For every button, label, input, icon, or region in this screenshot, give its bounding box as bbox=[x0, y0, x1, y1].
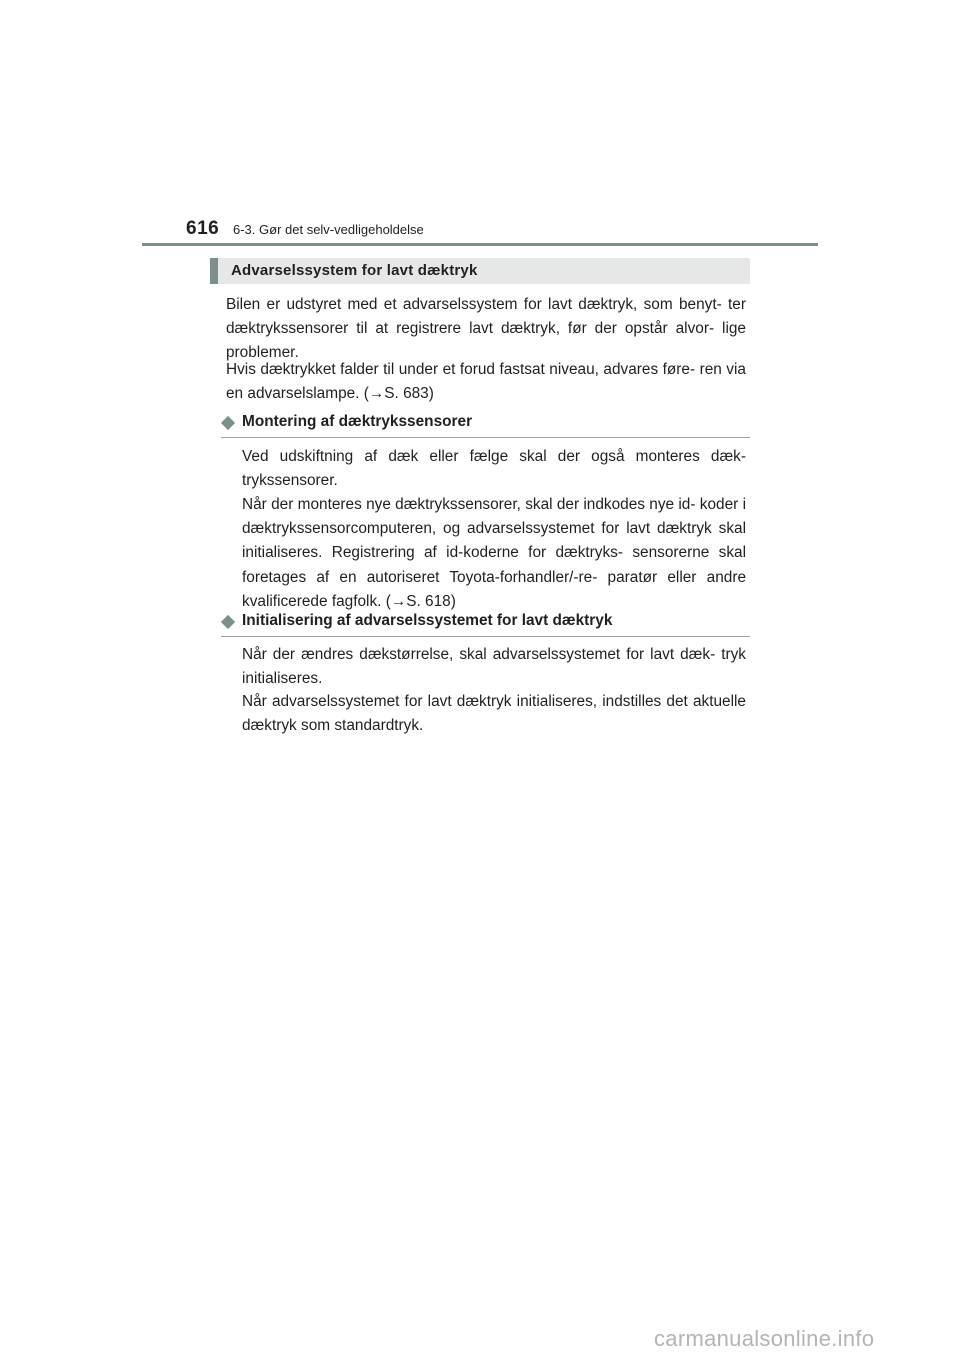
initialization-paragraph-2: Når advarselssystemet for lavt dæktryk initialiseres, indstilles det aktuelle dæktryk som standardtryk. bbox=[242, 693, 746, 735]
header-rule bbox=[142, 243, 818, 246]
initialization-paragraph-1: Når der ændres dækstørrelse, skal advarselssystemet for lavt dæk- tryk initialiseres. bbox=[242, 646, 746, 688]
watermark: carmanualsonline.info bbox=[654, 1326, 875, 1351]
subsection-heading-initialization bbox=[221, 612, 750, 637]
section-title: Advarselssystem for lavt dæktryk bbox=[231, 262, 478, 279]
subsection-title: Initialisering af advarselssystemet for lavt dæktryk bbox=[242, 612, 613, 629]
diamond-icon bbox=[221, 416, 235, 430]
mounting-paragraph-2: Når der monteres nye dæktrykssensorer, skal der indkodes nye id- koder i dæktrykssensorcomputeren, og advarselssystemet for lavt dæktryk skal initialiseres. Registrering af id-koderne for dæktryks- sensorerne skal foretages af en autoriseret Toyota-forhandler/-re- paratør eller andre kvalificerede fagfolk. (→S. 618) bbox=[242, 496, 746, 610]
intro-paragraph-1: Bilen er udstyret med et advarselssystem for lavt dæktryk, som benyt- ter dæktrykssensorer til at registrere lavt dæktryk, før der opstår alvor- lige problemer. bbox=[226, 296, 746, 362]
intro-paragraph-2: Hvis dæktrykket falder til under et forud fastsat niveau, advares føre- ren via en advarselslampe. (→S. 683) bbox=[226, 361, 746, 403]
section-title-bar bbox=[210, 258, 750, 284]
mounting-paragraph-1: Ved udskiftning af dæk eller fælge skal der også monteres dæk- trykssensorer. bbox=[242, 448, 746, 490]
subsection-title: Montering af dæktrykssensorer bbox=[242, 413, 473, 430]
page-number: 616 bbox=[186, 218, 220, 239]
diamond-icon bbox=[221, 615, 235, 629]
section-path: 6-3. Gør det selv-vedligeholdelse bbox=[233, 222, 424, 237]
subsection-heading-mounting bbox=[221, 413, 750, 438]
